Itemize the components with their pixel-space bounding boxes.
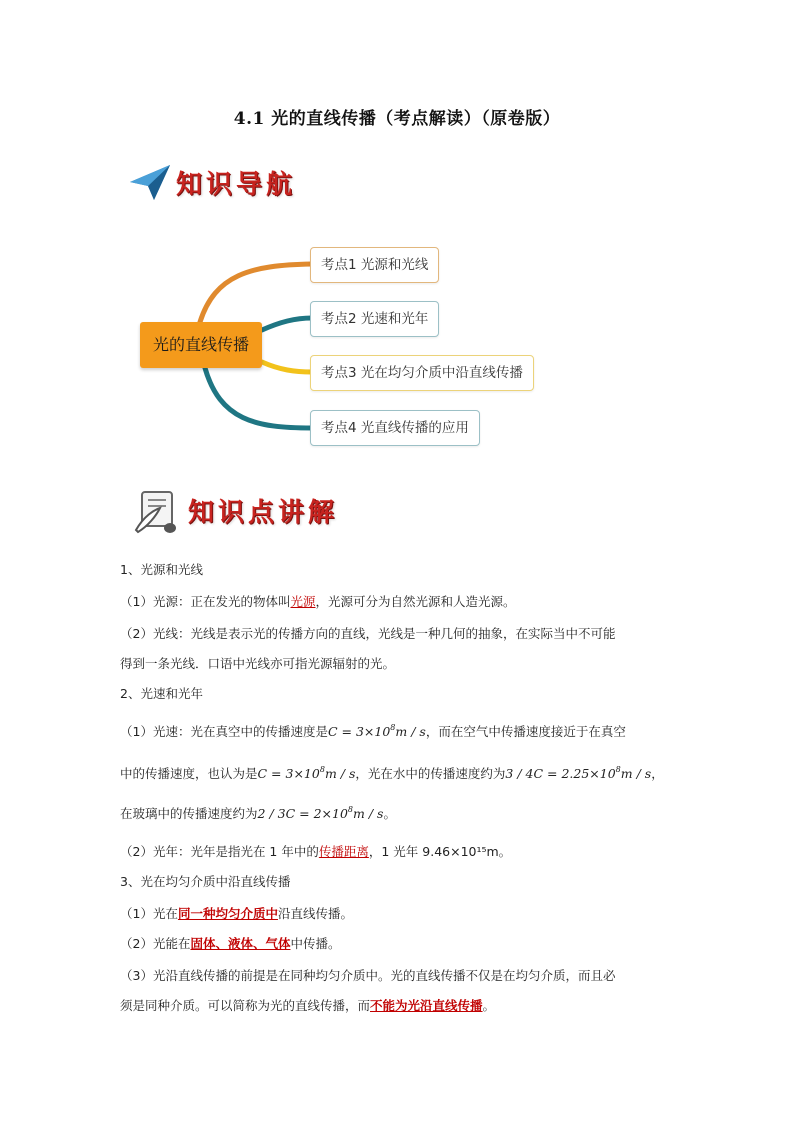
s3-paragraph-2: （2）光能在固体、液体、气体中传播。 xyxy=(120,936,341,951)
explain-heading: 知识点讲解 xyxy=(188,498,339,528)
nav-heading: 知识导航 xyxy=(176,170,297,200)
mindmap-root: 光的直线传播 xyxy=(140,322,262,368)
s2-paragraph-2: （2）光年：光年是指光在 1 年中的传播距离，1 光年 9.46×10¹⁵m。 xyxy=(120,844,512,859)
formula-c-vacuum: $C = 3\times 10^8m / s$ xyxy=(327,723,426,739)
s3-paragraph-3-line-2: 须是同种介质。可以简称为光的直线传播，而不能为光沿直线传播。 xyxy=(120,998,496,1013)
section-3-title: 3、光在均匀介质中沿直线传播 xyxy=(120,874,291,889)
s2-paragraph-1-line-2: 中的传播速度，也认为是$C = 3\times 10^8m / s$，光在水中的传播速度约为$3 / 4C = 2.25\times 10^8m / s$， xyxy=(120,765,664,781)
scroll-quill-icon xyxy=(130,486,180,536)
s3-paragraph-3-line-1: （3）光沿直线传播的前提是在同种均匀介质中。光的直线传播不仅是在均匀介质，而且必 xyxy=(120,968,616,983)
formula-c-glass: $2 / 3C = 2\times 10^8m / s$ xyxy=(257,805,384,821)
s2-paragraph-1-line-1: （1）光速：光在真空中的传播速度是$C = 3\times 10^8m / s$，而在空气中传播速度接近于在真空 xyxy=(120,723,626,739)
mindmap-node-3: 考点3 光在均匀介质中沿直线传播 xyxy=(310,355,534,391)
s1-paragraph-1: （1）光源：正在发光的物体叫光源，光源可分为自然光源和人造光源。 xyxy=(120,594,516,609)
keyword-not-straight: 不能为光沿直线传播 xyxy=(370,998,483,1013)
formula-c-air: $C = 3\times 10^8m / s$ xyxy=(257,765,356,781)
keyword-light-source: 光源 xyxy=(290,594,316,609)
formula-c-water: $3 / 4C = 2.25\times 10^8m / s$ xyxy=(505,765,652,781)
s3-paragraph-1: （1）光在同一种均匀介质中沿直线传播。 xyxy=(120,906,353,921)
keyword-same-medium: 同一种均匀介质中 xyxy=(177,906,278,921)
s1-paragraph-2-line-2: 得到一条光线．口语中光线亦可指光源辐射的光。 xyxy=(120,656,396,671)
section-1-title: 1、光源和光线 xyxy=(120,562,203,577)
keyword-distance: 传播距离 xyxy=(318,844,369,859)
mindmap-node-2: 考点2 光速和光年 xyxy=(310,301,439,337)
keyword-states: 固体、液体、气体 xyxy=(190,936,291,951)
s1-paragraph-2-line-1: （2）光线：光线是表示光的传播方向的直线，光线是一种几何的抽象，在实际当中不可能 xyxy=(120,626,616,641)
s2-paragraph-1-line-3: 在玻璃中的传播速度约为$2 / 3C = 2\times 10^8m / s$。 xyxy=(120,805,396,821)
mindmap-node-4: 考点4 光直线传播的应用 xyxy=(310,410,480,446)
mindmap-node-1: 考点1 光源和光线 xyxy=(310,247,439,283)
section-2-title: 2、光速和光年 xyxy=(120,686,203,701)
document-title: 4.1 光的直线传播（考点解读）（原卷版） xyxy=(233,109,561,129)
